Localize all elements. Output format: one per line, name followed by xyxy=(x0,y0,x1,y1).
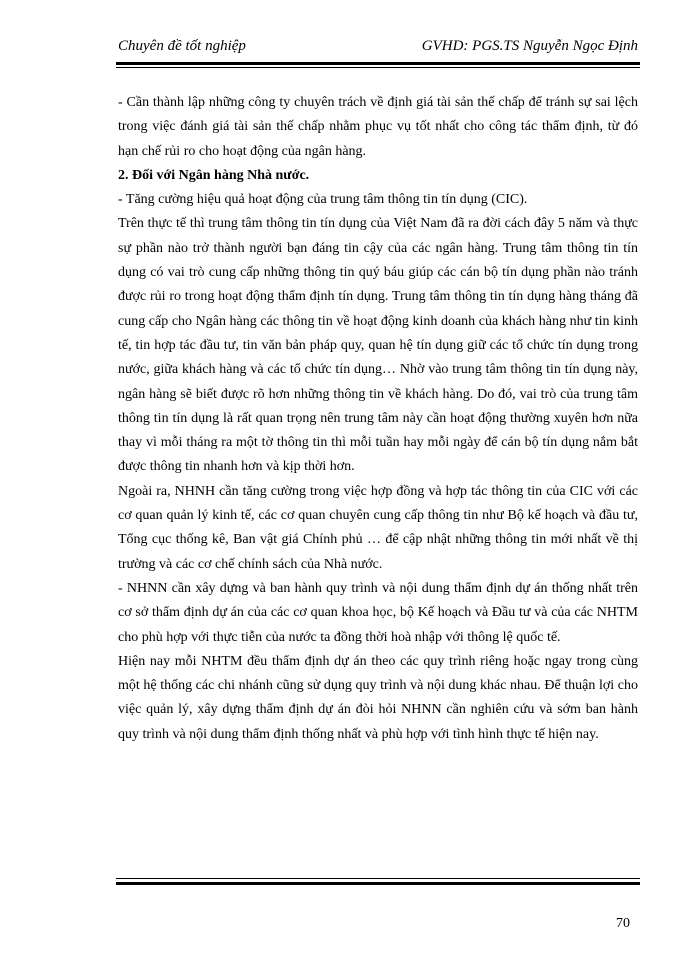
page-header xyxy=(118,38,638,60)
paragraph-asset-valuation: - Cần thành lập những công ty chuyên trách về định giá tài sản thế chấp để tránh sự sai lệch trong việc đánh giá tài sản thế chấp nhằm phục vụ tốt nhất cho công tác thẩm định, từ đó hạn chế rủi ro cho hoạt động của ngân hàng. xyxy=(118,95,638,159)
paragraph-cic-role: Trên thực tế thì trung tâm thông tin tín dụng của Việt Nam đã ra đời cách đây 5 năm và thực sự phần nào trở thành người bạn đáng tin cậy của các ngân hàng. Trung tâm thông tin tín dụng có vai trò cung cấp những thông tin quý báu giúp các cán bộ tín dụng phần nào tránh được rủi ro trong hoạt động thẩm định tín dụng. Trung tâm thông tin tín dụng hàng tháng đã cung cấp cho Ngân hàng các thông tin về hoạt động kinh doanh của khách hàng như tin kinh tế, tin hợp tác đầu tư, tin văn bản pháp quy, quan hệ tín dụng giữ các tổ chức tín dụng trong nước, giữa khách hàng và các tổ chức tín dụng… Nhờ vào trung tâm thông tin tín dụng này, ngân hàng sẽ biết được rõ hơn những thông tin về khách hàng. Do đó, vai trò của trung tâm thông tin tín dụng là rất quan trọng nên trung tâm này cần hoạt động thường xuyên hơn nữa thay vì mỗi tháng ra một tờ thông tin thì mỗi tuần hay mỗi ngày để cán bộ tín dụng nắm bắt được thông tin nhanh hơn và kịp thời hơn. xyxy=(118,216,638,475)
footer-rule-thin xyxy=(116,878,640,879)
paragraph-current-practice: Hiện nay mỗi NHTM đều thẩm định dự án theo các quy trình riêng hoặc ngay trong cùng một hệ thống các chi nhánh cũng sử dụng quy trình và nội dung khác nhau. Để thuận lợi cho việc quản lý, xây dựng thẩm định dự án đòi hỏi NHNN cần nghiên cứu và sớm ban hành quy trình và nội dung thẩm định thống nhất và phù hợp với tình hình thực tế hiện nay. xyxy=(118,653,638,742)
paragraph-cic-cooperation: Ngoài ra, NHNH cần tăng cường trong việc hợp đồng và hợp tác thông tin của CIC với các cơ quan quản lý kinh tế, các cơ quan chuyên cung cấp thông tin như Bộ kế hoạch và đầu tư, Tổng cục thống kê, Ban vật giá Chính phủ … để cập nhật những thông tin mới nhất về thị trường và các cơ chế chính sách của Nhà nước. xyxy=(118,483,638,572)
paragraph-appraisal-procedure: - NHNN cần xây dựng và ban hành quy trình và nội dung thẩm định dự án thống nhất trên cơ sở thẩm định dự án của các cơ quan khoa học, bộ Kế hoạch và Đầu tư và của các NHTM cho phù hợp với thực tiễn của nước ta đồng thời hoà nhập với thông lệ quốc tế. xyxy=(118,580,638,645)
page-number: 70 xyxy=(616,916,630,931)
section-heading-state-bank: 2. Đối với Ngân hàng Nhà nước. xyxy=(118,167,310,183)
header-rule-thick xyxy=(116,62,640,65)
paragraph-cic-efficiency: - Tăng cường hiệu quả hoạt động của trung tâm thông tin tín dụng (CIC). xyxy=(118,192,528,208)
footer-rule-thick xyxy=(116,882,640,885)
header-rule-thin xyxy=(116,67,640,68)
page-body xyxy=(118,91,638,747)
header-advisor: GVHD: PGS.TS Nguyễn Ngọc Định xyxy=(421,38,638,54)
header-thesis-title: Chuyên đề tốt nghiệp xyxy=(118,38,246,54)
